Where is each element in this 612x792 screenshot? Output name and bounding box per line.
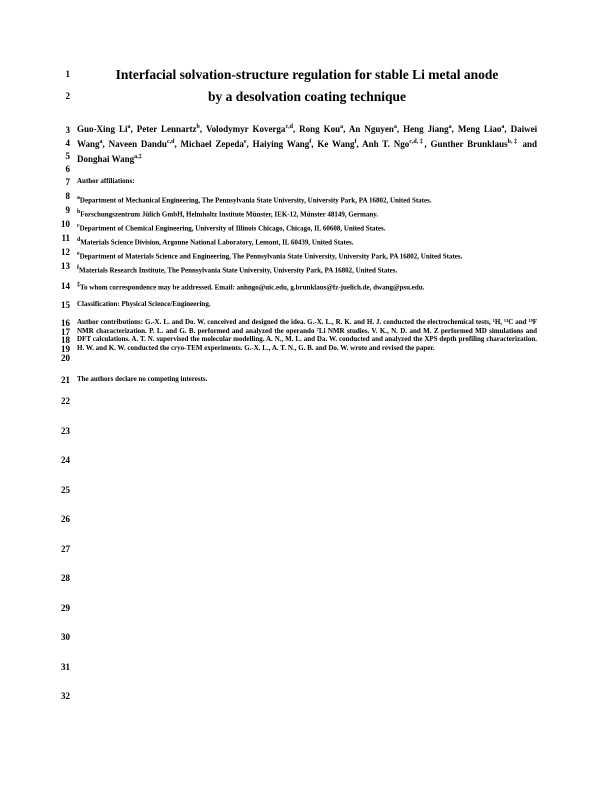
- paper-title-line2: by a desolvation coating technique: [207, 89, 407, 104]
- author-affiliation-superscript: c,d: [166, 139, 175, 145]
- author-name: Meng Liao: [457, 124, 502, 134]
- affiliation-row: [77, 205, 537, 219]
- line-number: 19: [61, 344, 70, 354]
- author-name: Heng Jiang: [403, 124, 449, 134]
- affiliation-row: [77, 247, 537, 261]
- affiliation-superscript: d: [77, 237, 81, 243]
- line-number: 10: [61, 219, 70, 229]
- author-name: Michael Zepeda: [180, 139, 244, 149]
- line-number: 18: [61, 335, 70, 345]
- author-name: Daiwei Wang: [77, 124, 538, 149]
- line-number: 4: [65, 138, 70, 148]
- affiliation-row: [77, 191, 537, 205]
- competing-interests: The authors declare no competing interests.: [77, 375, 208, 383]
- author-affiliation-superscript: a: [393, 124, 397, 130]
- correspondence-text: To whom correspondence may be addressed. Email: anhngo@uic.edu, g.brunklaus@fz-juelich.de, dwang@psu.edu.: [80, 283, 425, 292]
- affiliation-text: Forschungszentrum Jülich GmbH, Helmholtz Institute Münster, IEK-12, Münster 48149, Germany.: [80, 210, 379, 219]
- affiliation-superscript: e: [77, 251, 80, 257]
- line-number: 16: [61, 318, 70, 328]
- author-name: Naveen Dandu: [108, 139, 167, 149]
- affiliation-text: Department of Mechanical Engineering, The Pennsylvania State University, University Park, PA 16802, United States.: [79, 196, 432, 205]
- line-number: 31: [61, 662, 70, 672]
- affiliations-heading: Author affiliations:: [77, 177, 135, 185]
- author-affiliation-superscript: c,d,‡: [409, 139, 425, 145]
- author-affiliation-superscript: b: [196, 124, 200, 130]
- line-number: 14: [61, 281, 70, 291]
- author-name: Rong Kou: [299, 124, 341, 134]
- affiliation-superscript: f: [77, 265, 79, 271]
- author-affiliation-superscript: f: [354, 139, 357, 145]
- affiliation-text: Department of Materials Science and Engineering, The Pennsylvania State University, University Park, PA 16802, United States.: [79, 252, 463, 261]
- author-name: Ke Wang: [317, 139, 355, 149]
- author-list: Guo-Xing Li$^a$, Peter Lennartz$^b$, Volodymyr Koverga$^{c,d}$, Rong Kou$^a$, An Nguyen$^a$, Heng Jiang$^a$, Meng Liao$^a$, Daiwei Wang$^a$, Naveen Dandu$^{c,d}$, Michael Zepeda$^e$, Haiying Wang$^f$, Ke Wang$^f$, Anh T. Ngo$^{c,d,\ddagger}$, Gunther Brunklaus$^{b,\ddagger}$ and Donghai Wang$^{a,\ddagger}$: [77, 124, 538, 164]
- affiliation-row: [77, 233, 537, 247]
- line-number: 25: [61, 485, 70, 495]
- author-affiliation-superscript: b,‡: [507, 139, 519, 145]
- line-number: 27: [61, 544, 70, 554]
- line-number: 23: [61, 426, 70, 436]
- line-number: 3: [65, 125, 70, 135]
- affiliations-list: [77, 191, 537, 275]
- author-affiliation-superscript: c,d: [285, 124, 293, 130]
- author-affiliation-superscript: a: [501, 124, 505, 130]
- line-number: 7: [65, 177, 70, 187]
- author-name: Haiying Wang: [252, 139, 310, 149]
- affiliation-superscript: b: [77, 209, 81, 215]
- correspondence-note: [77, 281, 537, 292]
- line-number: 9: [65, 205, 70, 215]
- line-number: 21: [61, 375, 70, 385]
- author-name: Anh T. Ngo: [362, 139, 410, 149]
- line-number: 12: [61, 247, 70, 257]
- line-number: 15: [61, 300, 70, 310]
- author-affiliation-superscript: a: [340, 124, 344, 130]
- author-affiliation-superscript: f: [309, 139, 312, 145]
- affiliation-row: [77, 261, 537, 275]
- author-name: Guo-Xing Li: [77, 124, 128, 134]
- author-affiliation-superscript: a: [448, 124, 452, 130]
- line-number: 24: [61, 455, 70, 465]
- line-number: 1: [65, 69, 70, 79]
- author-affiliation-superscript: e: [243, 139, 247, 145]
- author-name: Gunther Brunklaus: [430, 139, 508, 149]
- affiliation-superscript: a: [77, 195, 80, 201]
- correspondence-symbol: ‡: [77, 282, 80, 288]
- classification-line: Classification: Physical Science/Engineering.: [77, 300, 211, 308]
- paper-title-line1: Interfacial solvation-structure regulation for stable Li metal anode: [115, 67, 499, 82]
- line-number: 22: [61, 396, 70, 406]
- author-affiliation-superscript: a: [127, 124, 131, 130]
- affiliation-text: Materials Research Institute, The Pennsylvania State University, University Park, PA 16802, United States.: [78, 266, 398, 275]
- line-number: 6: [65, 164, 70, 174]
- affiliation-text: Materials Science Division, Argonne National Laboratory, Lemont, IL 60439, United States.: [80, 238, 354, 247]
- affiliation-superscript: c: [77, 223, 80, 229]
- line-number: 8: [65, 191, 70, 201]
- line-number: 30: [61, 632, 70, 642]
- affiliation-text: Department of Chemical Engineering, University of Illinois Chicago, Chicago, IL 60608, United States.: [79, 224, 386, 233]
- affiliation-row: [77, 219, 537, 233]
- line-number: 13: [61, 261, 70, 271]
- line-number: 2: [65, 91, 70, 101]
- line-number: 32: [61, 691, 70, 701]
- line-number: 29: [61, 603, 70, 613]
- line-number: 26: [61, 514, 70, 524]
- author-affiliation-superscript: a,‡: [134, 154, 142, 160]
- author-contributions: Author contributions: G.-X. L. and Do. W. conceived and designed the idea. G.-X. L., R. K. and H. J. conducted the electrochemical tests, ¹H, ¹³C and ¹⁹F NMR characterization. P. L. and G. B. performed and analyzed the operando ⁷Li NMR studies. V. K., N. D. and M. Z performed MD simulations and DFT calculations. A. T. N. supervised the molecular modelling. A. N., M. L. and Da. W. conducted and analyzed the XPS depth profiling characterization. H. W. and K. W. conducted the cryo-TEM experiments. G.-X. L., A. T. N., G. B. and Do. W. wrote and revised the paper.: [77, 318, 537, 353]
- line-number: 11: [61, 233, 70, 243]
- author-affiliation-superscript: a: [99, 139, 103, 145]
- line-number: 20: [61, 353, 70, 363]
- author-name: Donghai Wang: [77, 154, 135, 164]
- author-name: An Nguyen: [348, 124, 394, 134]
- author-name: Peter Lennartz: [136, 124, 197, 134]
- line-number: 28: [61, 573, 70, 583]
- line-number: 17: [61, 327, 70, 337]
- line-number: 5: [65, 151, 70, 161]
- author-name: Volodymyr Koverga: [205, 124, 286, 134]
